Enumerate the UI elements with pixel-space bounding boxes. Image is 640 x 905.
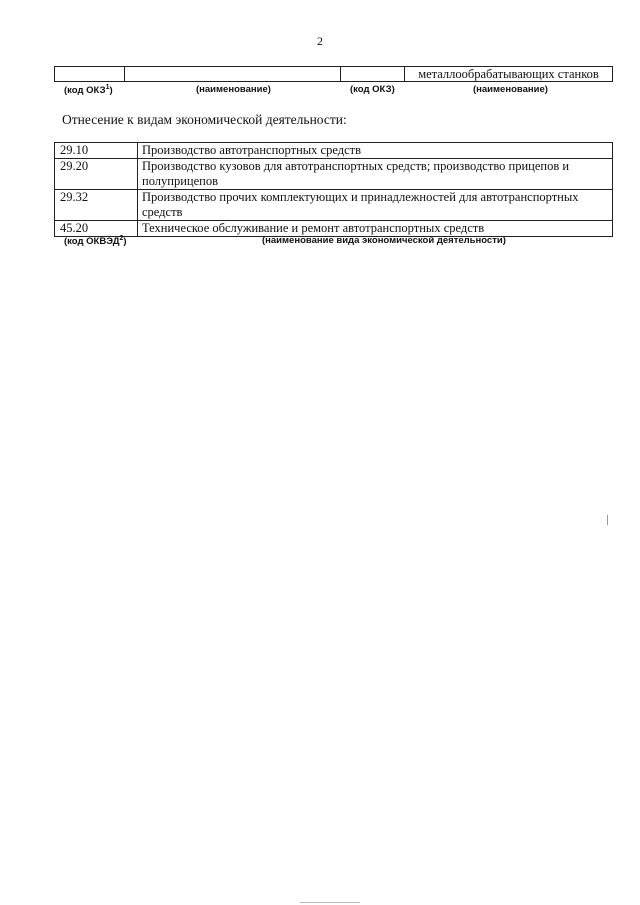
okz-name-cell	[125, 67, 341, 82]
table-row	[55, 190, 613, 221]
okved-name: Техническое обслуживание и ремонт автотранспортных средств	[138, 221, 613, 237]
okz-table	[54, 66, 613, 82]
okved-code: 29.32	[55, 190, 138, 221]
okved-name: Производство автотранспортных средств	[138, 143, 613, 159]
okz-code-caption-2: (код ОКЗ)	[350, 84, 395, 95]
page-number: 2	[317, 34, 323, 48]
scan-artifact	[607, 515, 608, 525]
okved-code: 45.20	[55, 221, 138, 237]
okved-code: 29.10	[55, 143, 138, 159]
okved-code: 29.20	[55, 159, 138, 190]
okz-name-caption-2: (наименование)	[473, 84, 548, 95]
okz-code-caption: (код ОКЗ$^1$)	[64, 84, 113, 97]
table-row	[55, 143, 613, 159]
okz-code-cell	[341, 67, 405, 82]
okved-name: Производство прочих комплектующих и принадлежностей для автотранспортных средств	[138, 190, 613, 221]
scan-artifact	[300, 902, 360, 903]
okved-name: Производство кузовов для автотранспортных средств; производство прицепов и полуприцепов	[138, 159, 613, 190]
okz-row	[55, 67, 613, 82]
table-row	[55, 159, 613, 190]
okz-code-cell	[55, 67, 125, 82]
okz-name-caption: (наименование)	[196, 84, 271, 95]
activities-heading: Отнесение к видам экономической деятельности:	[62, 112, 347, 127]
okz-name-cell: металлообрабатывающих станков	[405, 67, 613, 82]
okved-code-caption: (код ОКВЭД$^2$)	[64, 235, 127, 248]
okved-name-caption: (наименование вида экономической деятельности)	[262, 235, 506, 246]
okved-table	[54, 142, 613, 237]
